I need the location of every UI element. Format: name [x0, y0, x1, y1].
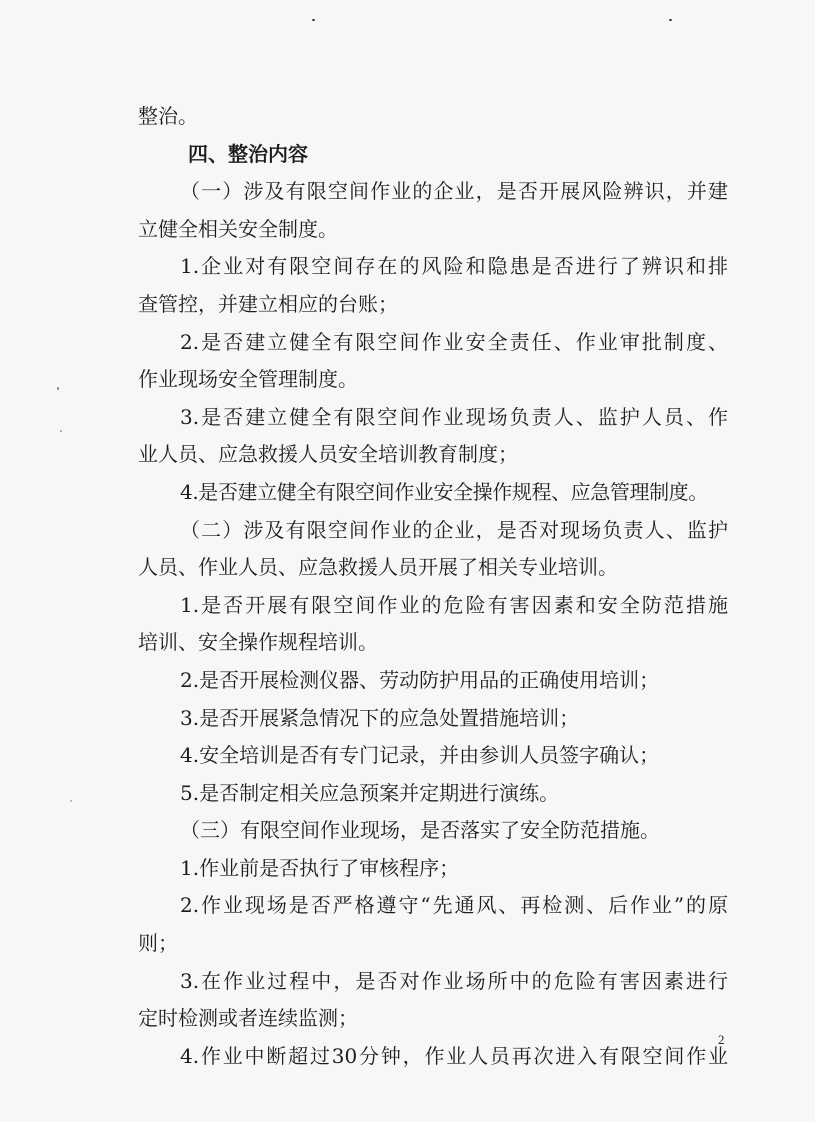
- section-heading: 四、整治内容: [188, 141, 308, 166]
- scan-speck: [669, 19, 672, 21]
- paragraph-line: 查管控，并建立相应的台账；: [138, 291, 398, 316]
- paragraph-line: 人员、作业人员、应急救援人员开展了相关专业培训。: [138, 555, 618, 580]
- scan-speck: [57, 387, 59, 390]
- list-item: 1.企业对有限空间存在的风险和隐患是否进行了辨识和排: [180, 254, 728, 279]
- paragraph-line: 培训、安全操作规程培训。: [138, 630, 378, 655]
- scan-speck: [70, 800, 72, 802]
- paragraph-line: 定时检测或者连续监测；: [138, 1006, 358, 1031]
- paragraph-line: 作业现场安全管理制度。: [138, 367, 358, 392]
- list-item: 1.是否开展有限空间作业的危险有害因素和安全防范措施: [180, 592, 728, 617]
- scan-speck: [60, 430, 62, 432]
- subsection-heading: （一）涉及有限空间作业的企业，是否开展风险辨识，并建: [180, 179, 728, 204]
- list-item: 5.是否制定相关应急预案并定期进行演练。: [180, 780, 560, 805]
- list-item: 1.作业前是否执行了审核程序；: [180, 855, 460, 880]
- list-item: 3.在作业过程中，是否对作业场所中的危险有害因素进行: [180, 968, 728, 993]
- document-body: [138, 98, 728, 1075]
- page-number: 2: [718, 1032, 725, 1047]
- list-item: 2.作业现场是否严格遵守“先通风、再检测、后作业”的原: [180, 893, 728, 918]
- subsection-heading: （三）有限空间作业现场，是否落实了安全防范措施。: [180, 818, 660, 843]
- scan-speck: [312, 19, 315, 21]
- paragraph-line: 业人员、应急救援人员安全培训教育制度；: [138, 442, 518, 467]
- list-item: 4.安全培训是否有专门记录，并由参训人员签字确认；: [180, 743, 660, 768]
- list-item: 2.是否开展检测仪器、劳动防护用品的正确使用培训；: [180, 667, 660, 692]
- list-item: 3.是否开展紧急情况下的应急处置措施培训；: [180, 705, 580, 730]
- paragraph-line: 则；: [138, 931, 178, 956]
- list-item: 4.作业中断超过30分钟，作业人员再次进入有限空间作业: [180, 1043, 728, 1068]
- list-item: 3.是否建立健全有限空间作业现场负责人、监护人员、作: [180, 404, 728, 429]
- list-item: 4.是否建立健全有限空间作业安全操作规程、应急管理制度。: [180, 479, 708, 504]
- subsection-heading: （二）涉及有限空间作业的企业，是否对现场负责人、监护: [180, 517, 728, 542]
- list-item: 2.是否建立健全有限空间作业安全责任、作业审批制度、: [180, 329, 728, 354]
- paragraph-tail: 整治。: [138, 104, 198, 128]
- paragraph-line: 立健全相关安全制度。: [138, 216, 338, 241]
